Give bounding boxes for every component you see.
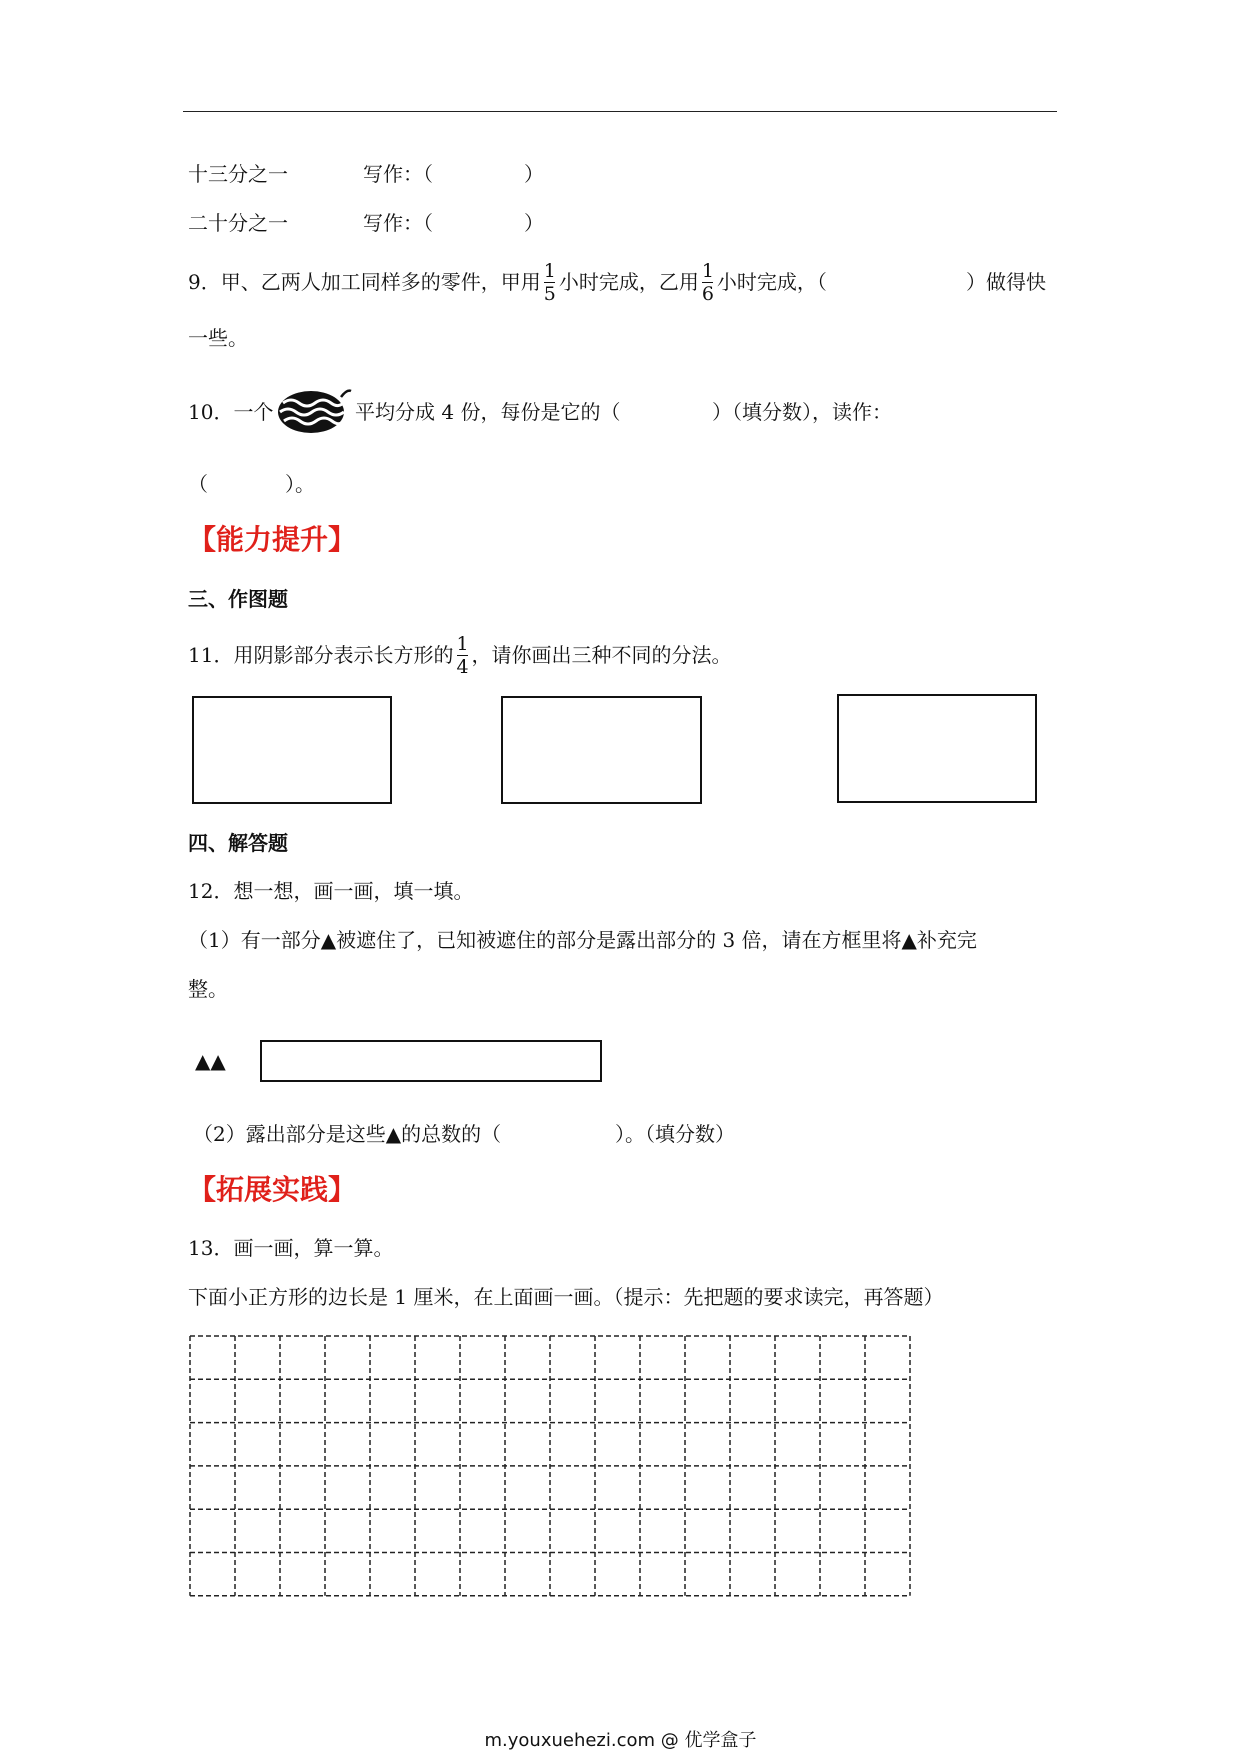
header-rule [183, 111, 1057, 112]
fraction-numerator: 1 [701, 259, 714, 282]
q9-text-c: 小时完成，（ [716, 270, 827, 294]
fraction-1-5 [544, 261, 556, 304]
fraction-numerator: 1 [456, 632, 469, 655]
fraction-numerator: 1 [543, 259, 556, 282]
q11-text-a: 11．用阴影部分表示长方形的 [188, 643, 454, 667]
q13-description: 下面小正方形的边长是 1 厘米，在上面画一画。（提示：先把题的要求读完，再答题） [188, 1285, 944, 1309]
q10-text-e: ）。 [285, 472, 315, 496]
q10-text-c: ）（填分数），读作： [712, 400, 892, 424]
triangle-fill-box[interactable] [260, 1040, 602, 1082]
q9-text-d: ）做得快 [966, 270, 1046, 294]
q12-part2-a: （2）露出部分是这些▲的总数的（ [193, 1122, 502, 1146]
write-item-label: 十三分之一 [188, 162, 288, 186]
question-9 [188, 256, 827, 308]
section-title-ability: 【能力提升】 [188, 523, 357, 556]
q10-text-b: 平均分成 4 份，每份是它的（ [355, 400, 621, 424]
q12-title: 12．想一想，画一画，填一填。 [188, 879, 474, 903]
fraction-denominator: 6 [701, 282, 714, 305]
q11-text-b: ，请你画出三种不同的分法。 [471, 643, 732, 667]
fraction-denominator: 5 [543, 282, 556, 305]
fraction-1-4 [456, 634, 468, 677]
q12-part1-line1: （1）有一部分▲被遮住了，已知被遮住的部分是露出部分的 3 倍，请在方框里将▲补充完 [188, 928, 977, 952]
q13-title: 13．画一画，算一算。 [188, 1236, 394, 1260]
q9-text-a: 9．甲、乙两人加工同样多的零件，甲用 [188, 270, 541, 294]
fraction-denominator: 4 [456, 655, 469, 678]
watermelon-icon [275, 385, 353, 437]
question-11 [188, 629, 732, 681]
write-item-prompt: 写作：（ [363, 162, 433, 186]
visible-triangles: ▲▲ [195, 1049, 226, 1073]
heading-drawing: 三、作图题 [188, 587, 288, 611]
fraction-1-6 [702, 261, 714, 304]
write-item-close: ） [524, 162, 544, 186]
q12-part1-line2: 整。 [188, 977, 228, 1001]
drawing-rectangle[interactable] [192, 696, 392, 804]
dashed-grid[interactable] [188, 1334, 916, 1598]
drawing-rectangle[interactable] [501, 696, 702, 804]
section-title-extension: 【拓展实践】 [188, 1173, 357, 1206]
q9-text-e: 一些。 [188, 326, 248, 350]
footer-source: m.youxuehezi.com @ 优学盒子 [484, 1730, 757, 1751]
heading-answer: 四、解答题 [188, 831, 288, 855]
q12-part2-b: ）。（填分数） [615, 1122, 735, 1146]
q10-text-a: 10．一个 [188, 400, 274, 424]
write-item-label: 二十分之一 [188, 211, 288, 235]
write-item-prompt: 写作：（ [363, 211, 433, 235]
q9-text-b: 小时完成，乙用 [558, 270, 699, 294]
q10-text-d: （ [188, 472, 208, 496]
drawing-rectangle[interactable] [837, 694, 1037, 803]
write-item-close: ） [524, 211, 544, 235]
